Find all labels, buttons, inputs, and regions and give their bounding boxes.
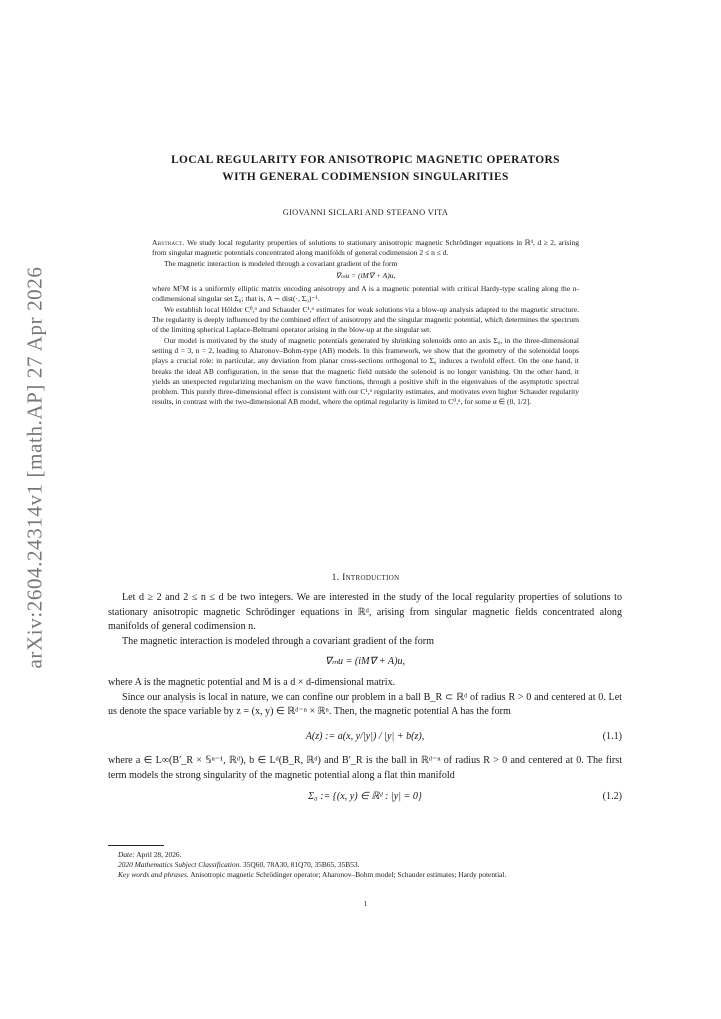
arxiv-identifier: arXiv:2604.24314v1 [math.AP] 27 Apr 2026 xyxy=(22,266,47,668)
footnote-keywords: Key words and phrases. Anisotropic magnetic Schrödinger operator; Aharonov–Bohm model; Schauder estimates; Hardy potential. xyxy=(118,870,507,880)
abstract-paragraph-3: where MᵀM is a uniformly elliptic matrix encoding anisotropy and A is a magnetic potential with critical Hardy-type scaling along the n-codimensional singular set Σ₀; that is, A ∼ dist(·, Σ₀)⁻¹. xyxy=(152,284,579,304)
title-line-1: LOCAL REGULARITY FOR ANISOTROPIC MAGNETIC OPERATORS xyxy=(171,154,560,166)
intro-paragraph-3: where A is the magnetic potential and M is a d × d-dimensional matrix. xyxy=(108,676,396,688)
intro-paragraph-5: where a ∈ L∞(B′_R × 𝕊ⁿ⁻¹, ℝᵈ), b ∈ Lᵈ(B_R, ℝᵈ) and B′_R is the ball in ℝᵈ⁻ⁿ of radius R > 0 and centered at 0. The first term models the strong singularity of the magnetic potential along a flat thin manifold xyxy=(108,755,622,781)
abstract xyxy=(152,238,579,408)
abstract-paragraph-2: The magnetic interaction is modeled through a covariant gradient of the form xyxy=(164,258,398,268)
paper-authors: GIOVANNI SICLARI AND STEFANO VITA xyxy=(282,208,449,217)
abstract-paragraph-1: Abstract. We study local regularity properties of solutions to stationary anisotropic magnetic Schrödinger equations in ℝᵈ, d ≥ 2, arising from singular magnetic potentials concentrated along manifolds of general codimension 2 ≤ n ≤ d. xyxy=(152,238,579,258)
abstract-paragraph-5: Our model is motivated by the study of magnetic potentials generated by shrinking solenoids onto an axis Σ₀, in the three-dimensional setting d = 3, n = 2, leading to Aharonov–Bohm-type (AB) models. In this framework, we show that the geometry of the solenoidal loops plays a crucial role: in particular, any deviation from planar cross-sections orthogonal to Σ₀ induces a twofold effect. On the one hand, it breaks the ideal AB configuration, in the sense that the magnetic field outside the solenoid is no longer vanishing. On the other hand, it yields an unexpected regularizing mechanism on the wave functions, through a positive shift in the eigenvalues of the asymptotic spectral problem. This purely three-dimensional effect is consistent with our C¹,ᵅ regularity estimates, and motivates even higher Schauder regularity results, in contrast with the two-dimensional AB model, where the optimal regularity is limited to C⁰,ᵅ, for some α ∈ (0, 1/2]. xyxy=(152,335,579,407)
page-number: 1 xyxy=(363,899,368,908)
abstract-equation: ∇ₘu = (iM∇ + A)u, xyxy=(335,270,396,280)
intro-equation-covariant-gradient: ∇ₘu = (iM∇ + A)u, xyxy=(324,656,406,668)
footnote-date: Date: April 28, 2026. xyxy=(118,850,182,859)
introduction-body xyxy=(108,591,622,810)
equation-1-2-body: Σ₀ := {(x, y) ∈ ℝᵈ : |y| = 0} xyxy=(308,790,422,802)
equation-1-1-number: (1.1) xyxy=(602,730,622,742)
footnotes xyxy=(108,850,622,881)
equation-1-1-body: A(z) := a(x, y/|y|) / |y| + b(z), xyxy=(305,730,425,742)
equation-1-2-number: (1.2) xyxy=(602,790,622,802)
intro-paragraph-4: Since our analysis is local in nature, we can confine our problem in a ball B_R ⊂ ℝᵈ of radius R > 0 and centered at 0. Let us denote the space variable by z = (x, y) ∈ ℝᵈ⁻ⁿ × ℝⁿ. Then, the magnetic potential A has the form xyxy=(108,691,622,718)
equation-1-1 xyxy=(108,730,622,745)
arxiv-sidebar-stamp xyxy=(22,266,48,668)
footnote-msc: 2020 Mathematics Subject Classification. 35Q60, 78A30, 81Q70, 35B65, 35B53. xyxy=(118,860,360,870)
title-line-2: WITH GENERAL CODIMENSION SINGULARITIES xyxy=(222,171,509,183)
intro-paragraph-1: Let d ≥ 2 and 2 ≤ n ≤ d be two integers. We are interested in the study of the local regularity properties of solutions to stationary anisotropic magnetic Schrödinger equations in ℝᵈ, arising from singular magnetic fields concentrated along manifolds of general codimension n. xyxy=(108,592,622,633)
equation-1-2 xyxy=(108,790,622,805)
intro-paragraph-2: The magnetic interaction is modeled through a covariant gradient of the form xyxy=(122,635,434,647)
section-heading-introduction: 1. Introduction xyxy=(331,572,400,583)
footnote-divider xyxy=(108,845,164,846)
abstract-paragraph-4: We establish local Hölder C⁰,ᵅ and Schauder C¹,ᵅ estimates for weak solutions via a blow-up analysis adapted to the magnetic structure. The regularity is deeply influenced by the combined effect of anisotropy and the singular magnetic potential, which determines the spectrum of the limiting spherical Laplace-Beltrami operator arising in the blow-up at the singular set. xyxy=(152,304,579,335)
paper-title xyxy=(110,152,621,186)
abstract-label: Abstract. xyxy=(152,238,185,247)
